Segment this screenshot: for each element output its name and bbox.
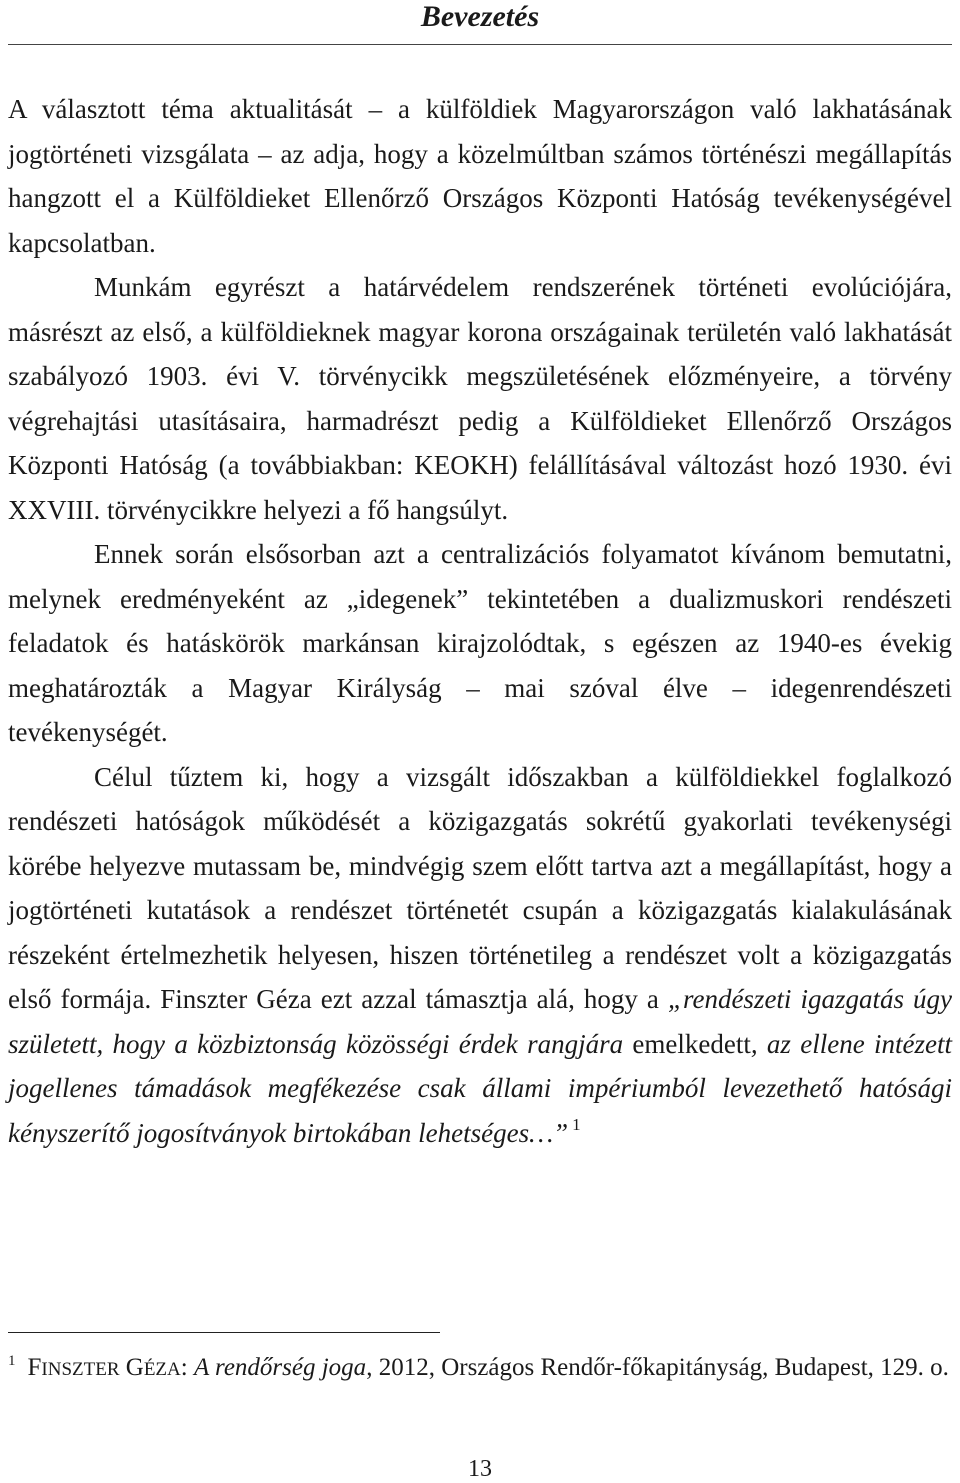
footnote-divider	[8, 1332, 440, 1333]
footnote-author-rest-2: ÉZA	[143, 1359, 181, 1380]
footnote-book-title: A rendőrség joga	[193, 1354, 367, 1381]
paragraph-2: Munkám egyrészt a határvédelem rendszerének történeti evolúciójára, másrészt az első, a külföldieknek magyar korona országainak területén való lakhatását szabályozó 1903. évi V. törvénycikk megszületésének előzményeire, a törvény végrehajtási utasításaira, harmadrészt pedig a Külföldieket Ellenőrző Országos Központi Hatóság (a továbbiakban: KEOKH) felállításával változást hozó 1930. évi XXVIII. törvénycikkre helyezi a fő hangsúlyt.	[8, 272, 952, 525]
footnote-reference[interactable]: 1	[572, 1114, 581, 1134]
footnote-number: 1	[8, 1353, 16, 1369]
footnote-colon: :	[180, 1354, 188, 1381]
paragraph-3: Ennek során elsősorban azt a centralizációs folyamatot kívánom bemutatni, melynek eredményeként az „idegenek” tekintetében a dualizmuskori rendészeti feladatok és hatáskörök markánsan kirajzolódtak, s egészen az 1940-es évekig meghatározták a Magyar Királyság – mai szóval élve – idegenrendészeti tevékenységét.	[8, 539, 952, 747]
footnote-details: , 2012, Országos Rendőr-főkapitányság, Budapest, 129. o.	[366, 1354, 949, 1381]
body-text	[8, 87, 952, 1155]
chapter-title: Bevezetés	[420, 0, 540, 33]
quote-part-2: , az ellene intézett jogellenes támadások megfékezése csak állami impériumból levezethető hatósági kényszerítő jogosítványok birtokában lehetséges…”	[8, 1028, 952, 1148]
header-divider	[8, 44, 952, 45]
page-number: 13	[468, 1456, 492, 1482]
footnote-author-initial-1: F	[27, 1354, 42, 1381]
footnote	[8, 1349, 952, 1388]
footnote-author-rest-1: INSZTER	[41, 1359, 120, 1380]
paragraph-4-lead: Célul tűztem ki, hogy a vizsgált időszakban a külföldiekkel foglalkozó rendészeti hatóságok működését a közigazgatás sokrétű gyakorlati tevékenységi körébe helyezve mutassam be, mindvégig szem előtt tartva azt a megállapítást, hogy a jogtörténeti kutatások a rendészet történetét csupán a közigazgatás kialakulásának részeként értelmezhetik helyesen, hiszen történetileg a rendészet volt a közigazgatás első formája. Finszter Géza ezt azzal támasztja alá, hogy a	[8, 761, 952, 1014]
quote-plain-part: emelkedett	[632, 1028, 751, 1059]
quote-part-1: „rendészeti igazgatás úgy született, hogy a közbiztonság közösségi érdek rangjára	[8, 984, 952, 1059]
paragraph-4	[8, 755, 952, 1156]
paragraph-1: A választott téma aktualitását – a külföldiek Magyarországon való lakhatásának jogtörténeti vizsgálata – az adja, hogy a közelmúltban számos történészi megállapítás hangzott el a Külföldieket Ellenőrző Országos Központi Hatóság tevékenységével kapcsolatban.	[8, 94, 952, 258]
footnote-author-initial-2: G	[125, 1354, 144, 1381]
